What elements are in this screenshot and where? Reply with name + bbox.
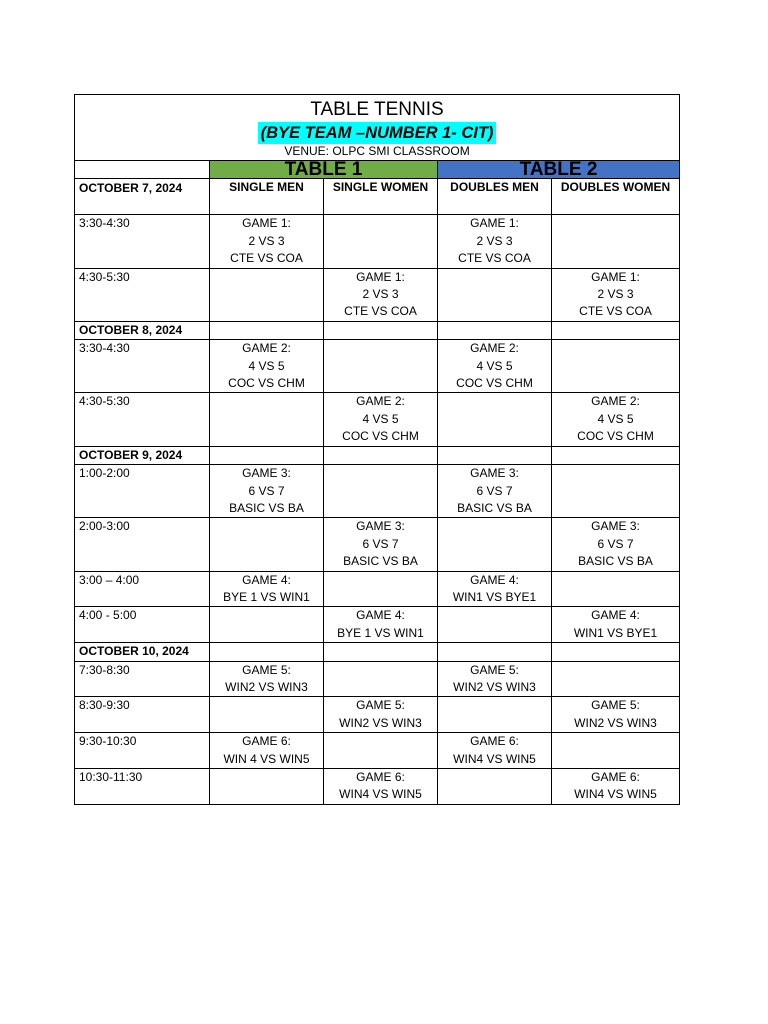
game-line: GAME 5: — [591, 698, 640, 713]
date-row — [75, 321, 680, 339]
game-line: COC VS CHM — [342, 429, 419, 444]
game-line: 6 VS 7 — [597, 536, 634, 551]
game-line: GAME 2: — [470, 341, 519, 356]
date-header-oct7: OCTOBER 7, 2024 — [75, 179, 210, 215]
game-line: GAME 5: — [470, 662, 519, 677]
game-line: 2 VS 3 — [248, 233, 285, 248]
game-line: BASIC VS BA — [343, 554, 418, 569]
game-line: GAME 3: — [591, 519, 640, 534]
game-line: WIN4 VS WIN5 — [574, 787, 657, 802]
col-single-women: SINGLE WOMEN — [324, 179, 438, 215]
game-cell-sw — [324, 268, 438, 321]
game-line: 2 VS 3 — [476, 233, 513, 248]
game-line: 2 VS 3 — [362, 287, 399, 302]
game-line: WIN2 VS WIN3 — [339, 715, 422, 730]
game-cell-dw — [552, 571, 680, 607]
header-row — [75, 95, 680, 161]
game-cell-sm — [210, 465, 324, 518]
game-line: GAME 3: — [242, 466, 291, 481]
game-line: GAME 5: — [356, 698, 405, 713]
time-slot: 4:30-5:30 — [75, 393, 210, 446]
schedule-row — [75, 571, 680, 607]
game-cell-sw — [324, 571, 438, 607]
game-line: BASIC VS BA — [578, 554, 653, 569]
schedule-row — [75, 393, 680, 446]
game-line: GAME 2: — [591, 394, 640, 409]
game-line: BASIC VS BA — [457, 500, 532, 515]
header-cell — [75, 95, 680, 161]
time-slot: 4:30-5:30 — [75, 268, 210, 321]
time-slot: 9:30-10:30 — [75, 733, 210, 769]
game-cell-sw — [324, 733, 438, 769]
game-cell-sw — [324, 340, 438, 393]
game-cell-dm — [438, 465, 552, 518]
time-slot: 3:00 – 4:00 — [75, 571, 210, 607]
game-line: 6 VS 7 — [476, 483, 513, 498]
game-cell-dw — [552, 393, 680, 446]
game-cell-dm — [438, 518, 552, 571]
game-cell-dw — [552, 340, 680, 393]
game-line: GAME 5: — [242, 662, 291, 677]
game-line: CTE VS COA — [579, 304, 652, 319]
schedule-row — [75, 465, 680, 518]
schedule-table — [74, 94, 680, 805]
game-cell-dw — [552, 215, 680, 268]
game-line: BYE 1 VS WIN1 — [223, 589, 310, 604]
game-cell-dw — [552, 769, 680, 805]
game-line: GAME 1: — [591, 269, 640, 284]
schedule-row — [75, 340, 680, 393]
game-cell-sm — [210, 697, 324, 733]
date-row — [75, 446, 680, 464]
time-slot: 3:30-4:30 — [75, 340, 210, 393]
bye-team-subtitle: (BYE TEAM –NUMBER 1- CIT) — [258, 122, 497, 144]
page-title: TABLE TENNIS — [310, 99, 444, 120]
game-line: CTE VS COA — [458, 251, 531, 266]
game-cell-dm — [438, 215, 552, 268]
game-cell-sm — [210, 518, 324, 571]
date-row — [75, 643, 680, 661]
game-cell-dw — [552, 697, 680, 733]
game-cell-dw — [552, 733, 680, 769]
game-line: WIN1 VS BYE1 — [573, 625, 658, 640]
game-line: GAME 6: — [591, 770, 640, 784]
time-slot: 7:30-8:30 — [75, 661, 210, 697]
section-oct7 — [75, 215, 680, 321]
game-cell-sm — [210, 769, 324, 805]
game-cell-sw — [324, 697, 438, 733]
game-line: GAME 4: — [470, 572, 519, 587]
game-line: GAME 3: — [470, 466, 519, 481]
table1-label: TABLE 1 — [210, 161, 438, 179]
game-cell-sw — [324, 661, 438, 697]
game-line: COC VS CHM — [228, 376, 305, 391]
game-line: COC VS CHM — [577, 429, 654, 444]
game-line: BASIC VS BA — [229, 500, 304, 515]
section-oct9 — [75, 465, 680, 643]
game-line: CTE VS COA — [230, 251, 303, 266]
game-cell-sm — [210, 661, 324, 697]
game-line: GAME 1: — [470, 216, 519, 231]
game-cell-sm — [210, 607, 324, 643]
game-cell-dm — [438, 340, 552, 393]
game-line: COC VS CHM — [456, 376, 533, 391]
game-cell-sm — [210, 571, 324, 607]
game-line: BYE 1 VS WIN1 — [337, 625, 424, 640]
game-cell-sm — [210, 268, 324, 321]
venue-label: VENUE: OLPC SMI CLASSROOM — [284, 144, 470, 158]
game-line: 4 VS 5 — [362, 411, 399, 426]
schedule-row — [75, 607, 680, 643]
game-line: GAME 3: — [356, 519, 405, 534]
game-cell-dm — [438, 733, 552, 769]
game-line: GAME 2: — [242, 341, 291, 356]
game-line: WIN4 VS WIN5 — [453, 751, 536, 766]
game-cell-dw — [552, 465, 680, 518]
schedule-row — [75, 697, 680, 733]
game-line: 4 VS 5 — [597, 411, 634, 426]
schedule-row — [75, 661, 680, 697]
table-label-row — [75, 161, 680, 179]
game-cell-dm — [438, 769, 552, 805]
game-line: WIN2 VS WIN3 — [453, 679, 536, 694]
game-line: 4 VS 5 — [476, 358, 513, 373]
game-line: 4 VS 5 — [248, 358, 285, 373]
time-slot: 10:30-11:30 — [75, 769, 210, 805]
game-line: GAME 6: — [242, 734, 291, 749]
time-slot: 4:00 - 5:00 — [75, 607, 210, 643]
game-line: 2 VS 3 — [597, 287, 634, 302]
time-slot: 3:30-4:30 — [75, 215, 210, 268]
game-cell-sw — [324, 518, 438, 571]
schedule-row — [75, 769, 680, 805]
game-cell-dw — [552, 661, 680, 697]
game-line: WIN4 VS WIN5 — [339, 787, 422, 802]
game-line: GAME 1: — [242, 216, 291, 231]
game-cell-dw — [552, 268, 680, 321]
game-cell-dm — [438, 393, 552, 446]
game-line: GAME 4: — [591, 608, 640, 623]
game-cell-sw — [324, 607, 438, 643]
game-cell-dw — [552, 518, 680, 571]
game-cell-sm — [210, 733, 324, 769]
game-line: GAME 6: — [356, 770, 405, 784]
game-line: WIN2 VS WIN3 — [225, 679, 308, 694]
game-line: GAME 4: — [356, 608, 405, 623]
col-doubles-men: DOUBLES MEN — [438, 179, 552, 215]
schedule-row — [75, 518, 680, 571]
blank-cell — [75, 161, 210, 179]
game-line: GAME 6: — [470, 734, 519, 749]
date-header-oct10: OCTOBER 10, 2024 — [75, 643, 210, 661]
col-doubles-women: DOUBLES WOMEN — [552, 179, 680, 215]
game-cell-sm — [210, 393, 324, 446]
game-cell-sw — [324, 769, 438, 805]
game-cell-dm — [438, 268, 552, 321]
game-line: 6 VS 7 — [248, 483, 285, 498]
game-line: CTE VS COA — [344, 304, 417, 319]
date-header-oct9: OCTOBER 9, 2024 — [75, 446, 210, 464]
game-cell-dm — [438, 661, 552, 697]
column-header-row — [75, 179, 680, 215]
game-line: WIN 4 VS WIN5 — [223, 751, 310, 766]
schedule-row — [75, 268, 680, 321]
game-cell-sw — [324, 465, 438, 518]
section-oct10 — [75, 661, 680, 804]
game-cell-dw — [552, 607, 680, 643]
game-cell-sm — [210, 215, 324, 268]
schedule-row — [75, 215, 680, 268]
game-cell-sw — [324, 215, 438, 268]
section-oct8 — [75, 340, 680, 446]
game-line: GAME 4: — [242, 572, 291, 587]
date-header-oct8: OCTOBER 8, 2024 — [75, 321, 210, 339]
time-slot: 8:30-9:30 — [75, 697, 210, 733]
col-single-men: SINGLE MEN — [210, 179, 324, 215]
time-slot: 2:00-3:00 — [75, 518, 210, 571]
game-cell-dm — [438, 697, 552, 733]
table2-label: TABLE 2 — [438, 161, 680, 179]
time-slot: 1:00-2:00 — [75, 465, 210, 518]
game-cell-dm — [438, 607, 552, 643]
game-cell-sw — [324, 393, 438, 446]
game-cell-dm — [438, 571, 552, 607]
game-cell-sm — [210, 340, 324, 393]
game-line: 6 VS 7 — [362, 536, 399, 551]
schedule-row — [75, 733, 680, 769]
game-line: WIN2 VS WIN3 — [574, 715, 657, 730]
game-line: GAME 2: — [356, 394, 405, 409]
game-line: GAME 1: — [356, 269, 405, 284]
game-line: WIN1 VS BYE1 — [452, 589, 537, 604]
